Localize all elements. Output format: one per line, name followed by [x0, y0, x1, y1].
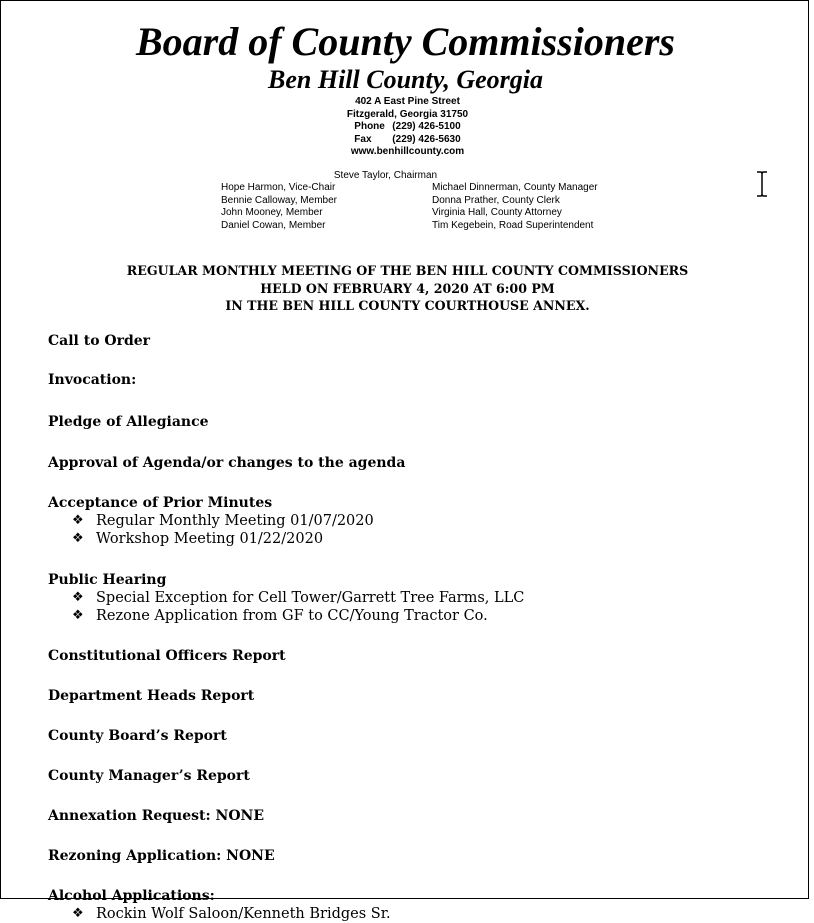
phone-label: Phone [354, 121, 385, 132]
meeting-heading-line: IN THE BEN HILL COUNTY COURTHOUSE ANNEX. [225, 298, 590, 313]
agenda-item [48, 571, 788, 625]
agenda-subitem-text: Workshop Meeting 01/22/2020 [96, 531, 324, 547]
agenda-item-title: Pledge of Allegiance [48, 414, 209, 430]
agenda-item [48, 413, 788, 431]
phone-number: (229) 426-5100 [392, 121, 461, 132]
agenda-item [48, 687, 788, 705]
diamond-bullet-icon: ❖ [72, 513, 84, 528]
official-right: Tim Kegebein, Road Superintendent [432, 219, 594, 231]
official-right: Donna Prather, County Clerk [432, 194, 560, 206]
website: www.benhillcounty.com [350, 146, 465, 157]
agenda-item [48, 494, 788, 548]
agenda-item-title: Rezoning Application: NONE [48, 848, 275, 864]
commissioners-list [221, 182, 337, 232]
diamond-bullet-icon: ❖ [72, 906, 84, 921]
county-subtitle: Ben Hill County, Georgia [268, 65, 543, 94]
chairman: Steve Taylor, Chairman [333, 170, 438, 181]
agenda-item-title: Call to Order [48, 333, 151, 349]
agenda-subitem-text: Rezone Application from GF to CC/Young Tractor Co. [96, 608, 488, 624]
address-block [1, 96, 814, 159]
agenda-item-title: Annexation Request: NONE [48, 808, 264, 824]
official-right: Michael Dinnerman, County Manager [432, 182, 598, 193]
document-title: Board of County Commissioners [135, 19, 675, 64]
agenda-item-title: Approval of Agenda/or changes to the agenda [48, 455, 406, 471]
agenda-item-title: Constitutional Officers Report [48, 648, 286, 664]
agenda-subitem-text: Regular Monthly Meeting 01/07/2020 [96, 513, 374, 529]
agenda-subitem [48, 589, 788, 607]
agenda-item [48, 847, 788, 865]
official-right: Virginia Hall, County Attorney [432, 207, 562, 218]
agenda-item [48, 332, 788, 350]
fax-number: (229) 426-5630 [392, 133, 461, 145]
agenda-subitem [48, 607, 788, 625]
official-left: Bennie Calloway, Member [221, 194, 337, 206]
agenda-list [48, 332, 788, 923]
agenda-item-title: Public Hearing [48, 572, 167, 588]
agenda-item-title: County Board’s Report [48, 728, 227, 744]
agenda-subitem-text: Rockin Wolf Saloon/Kenneth Bridges Sr. [96, 906, 391, 922]
agenda-subitem-text: Special Exception for Cell Tower/Garrett Tree Farms, LLC [96, 590, 525, 606]
official-left: Daniel Cowan, Member [221, 219, 326, 231]
agenda-item-title: Department Heads Report [48, 688, 255, 704]
diamond-bullet-icon: ❖ [72, 608, 84, 623]
agenda-item [48, 454, 788, 472]
fax-label: Fax [354, 133, 372, 145]
phone-line [1, 121, 814, 134]
agenda-subitem [48, 530, 788, 548]
staff-list [432, 182, 598, 232]
meeting-heading [1, 262, 814, 315]
text-cursor-icon [754, 171, 770, 197]
agenda-item-title: County Manager’s Report [48, 768, 250, 784]
agenda-item [48, 371, 788, 389]
agenda-item [48, 887, 788, 923]
official-left: John Mooney, Member [221, 207, 323, 218]
agenda-item-title: Alcohol Applications: [48, 888, 215, 904]
official-left: Hope Harmon, Vice-Chair [221, 182, 336, 193]
fax-line [1, 134, 814, 147]
agenda-subitem [48, 905, 788, 923]
diamond-bullet-icon: ❖ [72, 531, 84, 546]
meeting-heading-line: REGULAR MONTHLY MEETING OF THE BEN HILL COUNTY COMMISSIONERS [126, 263, 689, 278]
agenda-item-title: Acceptance of Prior Minutes [48, 495, 273, 511]
agenda-subitem [48, 512, 788, 530]
meeting-heading-line: HELD ON FEBRUARY 4, 2020 AT 6:00 PM [260, 280, 555, 296]
agenda-item-title: Invocation: [48, 372, 137, 388]
city-address: Fitzgerald, Georgia 31750 [346, 108, 469, 120]
agenda-item [48, 647, 788, 665]
agenda-item [48, 807, 788, 825]
street-address: 402 A East Pine Street [355, 96, 460, 107]
agenda-item [48, 767, 788, 785]
agenda-item [48, 727, 788, 745]
diamond-bullet-icon: ❖ [72, 590, 84, 605]
